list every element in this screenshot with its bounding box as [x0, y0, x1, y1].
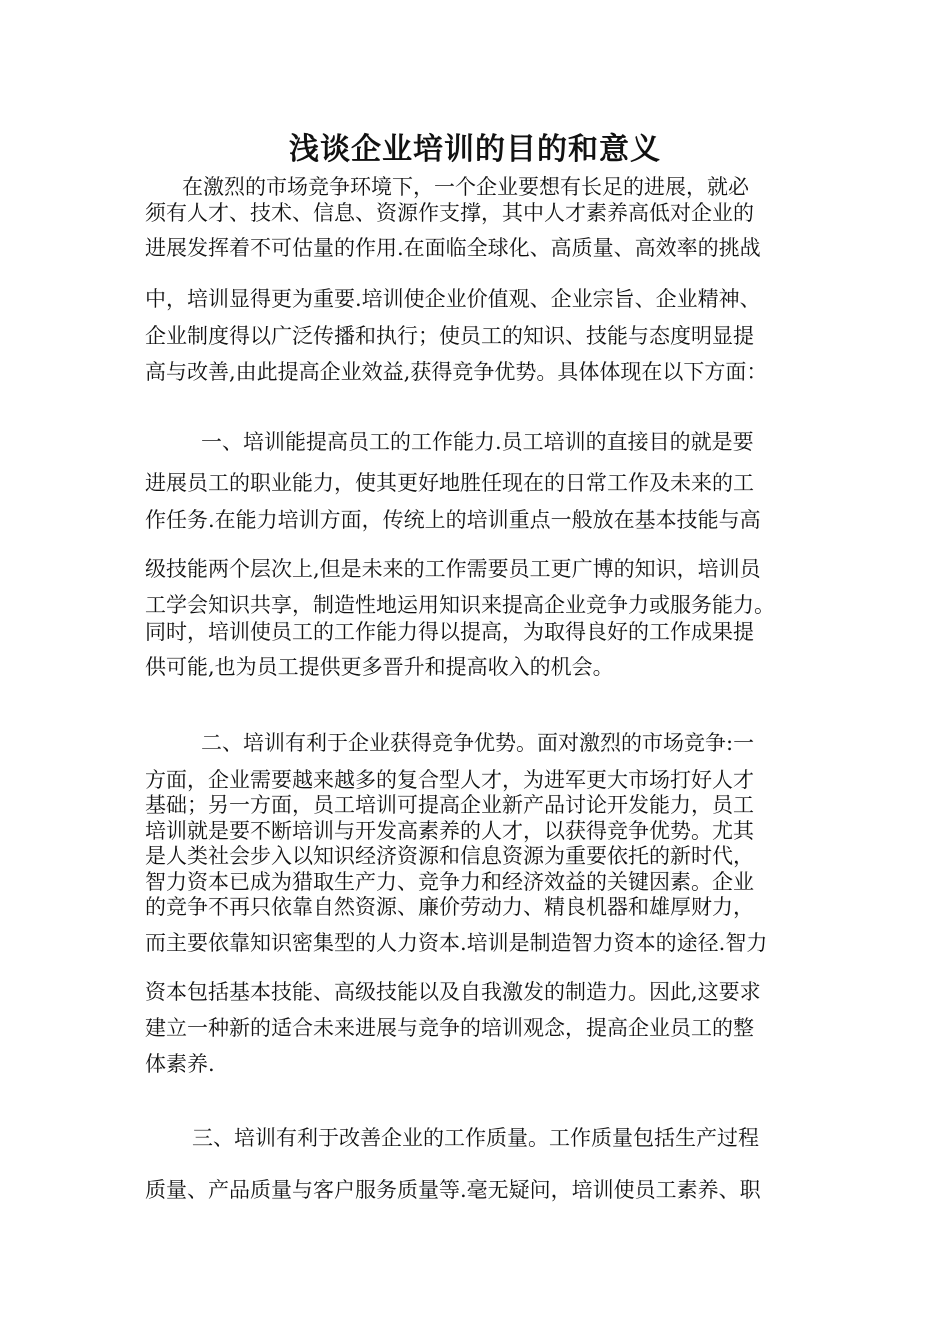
text-line: 质量、产品质量与客户服务质量等.毫无疑问，培训使员工素养、职 [145, 1178, 761, 1202]
text-line: 培训就是要不断培训与开发高素养的人才，以获得竞争优势。尤其 [145, 819, 754, 843]
text-line: 智力资本已成为猎取生产力、竞争力和经济效益的关键因素。企业 [145, 870, 754, 894]
text-line: 体素养. [145, 1052, 215, 1076]
text-line: 须有人才、技术、信息、资源作支撑，其中人才素养高低对企业的 [145, 201, 754, 225]
text-line: 作任务.在能力培训方面，传统上的培训重点一般放在基本技能与高 [145, 508, 761, 532]
text-line: 一、培训能提高员工的工作能力.员工培训的直接目的就是要 [201, 430, 754, 454]
text-line: 二、培训有利于企业获得竞争优势。面对激烈的市场竞争:一 [201, 731, 755, 755]
text-line: 资本包括基本技能、高级技能以及自我激发的制造力。因此,这要求 [145, 980, 761, 1004]
text-line: 在激烈的市场竞争环境下，一个企业要想有长足的进展，就必 [182, 175, 749, 199]
text-line: 进展发挥着不可估量的作用.在面临全球化、高质量、高效率的挑战 [145, 236, 761, 260]
text-line: 工学会知识共享，制造性地运用知识来提高企业竞争力或服务能力。 [145, 593, 775, 617]
text-line: 基础；另一方面，员工培训可提高企业新产品讨论开发能力，员工 [145, 793, 754, 817]
text-line: 级技能两个层次上,但是未来的工作需要员工更广博的知识，培训员 [145, 557, 761, 581]
text-line: 进展员工的职业能力，使其更好地胜任现在的日常工作及未来的工 [145, 471, 754, 495]
document-title: 浅谈企业培训的目的和意义 [289, 132, 661, 167]
text-line: 三、培训有利于改善企业的工作质量。工作质量包括生产过程 [192, 1126, 759, 1150]
text-line: 高与改善,由此提高企业效益,获得竞争优势。具体体现在以下方面： [145, 360, 768, 384]
text-line: 的竞争不再只依靠自然资源、廉价劳动力、精良机器和雄厚财力， [145, 895, 754, 919]
text-line: 是人类社会步入以知识经济资源和信息资源为重要依托的新时代， [145, 844, 754, 868]
text-line: 企业制度得以广泛传播和执行；使员工的知识、技能与态度明显提 [145, 324, 754, 348]
text-line: 而主要依靠知识密集型的人力资本.培训是制造智力资本的途径.智力 [145, 931, 768, 955]
text-line: 建立一种新的适合未来进展与竞争的培训观念，提高企业员工的整 [145, 1016, 754, 1040]
text-line: 中，培训显得更为重要.培训使企业价值观、企业宗旨、企业精神、 [145, 287, 761, 311]
text-line: 供可能,也为员工提供更多晋升和提高收入的机会。 [145, 655, 614, 679]
text-line: 方面，企业需要越来越多的复合型人才，为进军更大市场打好人才 [145, 768, 754, 792]
text-line: 同时，培训使员工的工作能力得以提高，为取得良好的工作成果提 [145, 620, 754, 644]
